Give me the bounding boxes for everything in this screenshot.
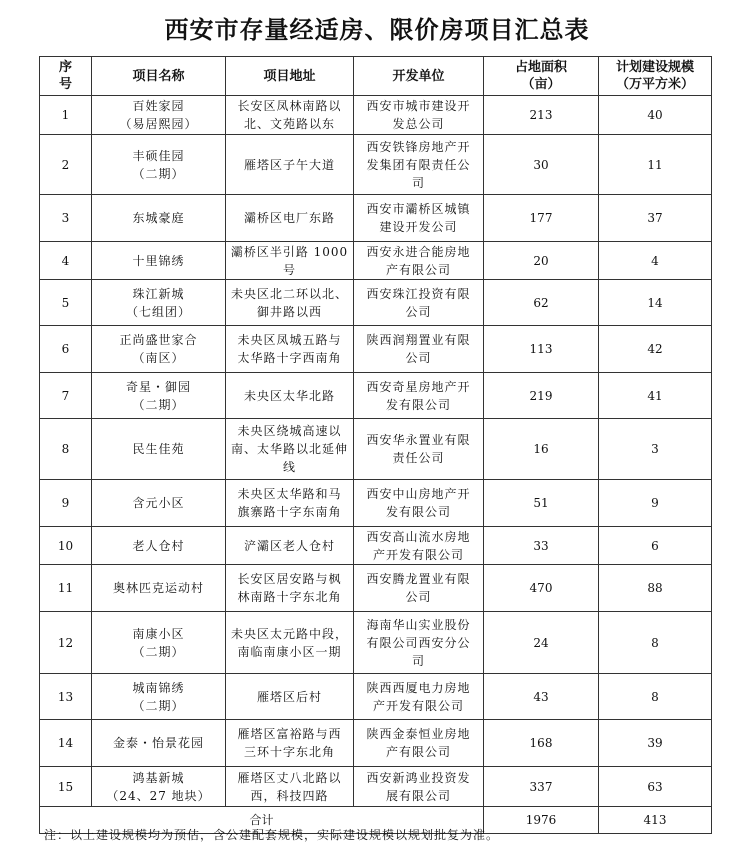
- table-row: [40, 720, 712, 767]
- cell-address: 灞桥区半引路 1000 号: [226, 242, 354, 280]
- header-name: 项目名称: [92, 57, 226, 96]
- cell-no: 3: [40, 195, 92, 242]
- cell-developer: 西安铁锋房地产开 发集团有限责任公 司: [354, 135, 484, 195]
- cell-area: 33: [484, 527, 599, 565]
- cell-developer: 陕西金泰恒业房地 产有限公司: [354, 720, 484, 767]
- cell-name: 民生佳苑: [92, 419, 226, 480]
- cell-name: 奥林匹克运动村: [92, 565, 226, 612]
- cell-developer: 陕西润翔置业有限 公司: [354, 326, 484, 373]
- table-row: [40, 135, 712, 195]
- cell-address: 未央区凤城五路与 太华路十字西南角: [226, 326, 354, 373]
- table-row: [40, 527, 712, 565]
- header-area: 占地面积 （亩）: [484, 57, 599, 96]
- cell-scale: 8: [599, 674, 712, 720]
- cell-scale: 63: [599, 767, 712, 807]
- cell-scale: 4: [599, 242, 712, 280]
- table-row: [40, 373, 712, 419]
- header-address: 项目地址: [226, 57, 354, 96]
- cell-area: 20: [484, 242, 599, 280]
- cell-scale: 39: [599, 720, 712, 767]
- cell-area: 168: [484, 720, 599, 767]
- cell-area: 24: [484, 612, 599, 674]
- table-row: [40, 326, 712, 373]
- cell-scale: 3: [599, 419, 712, 480]
- total-label: 合计: [40, 807, 484, 834]
- cell-scale: 11: [599, 135, 712, 195]
- cell-name: 十里锦绣: [92, 242, 226, 280]
- cell-name: 城南锦绣 （二期）: [92, 674, 226, 720]
- cell-no: 13: [40, 674, 92, 720]
- cell-scale: 8: [599, 612, 712, 674]
- cell-address: 雁塔区子午大道: [226, 135, 354, 195]
- cell-developer: 西安永进合能房地 产有限公司: [354, 242, 484, 280]
- cell-address: 未央区太华北路: [226, 373, 354, 419]
- footnote: 注：以上建设规模均为预估，含公建配套规模，实际建设规模以规划批复为准。: [44, 828, 500, 842]
- cell-scale: 40: [599, 96, 712, 135]
- cell-scale: 37: [599, 195, 712, 242]
- cell-no: 10: [40, 527, 92, 565]
- cell-scale: 41: [599, 373, 712, 419]
- cell-no: 9: [40, 480, 92, 527]
- cell-area: 62: [484, 280, 599, 326]
- cell-no: 14: [40, 720, 92, 767]
- cell-no: 2: [40, 135, 92, 195]
- table-row: [40, 280, 712, 326]
- cell-name: 珠江新城 （七组团）: [92, 280, 226, 326]
- cell-developer: 西安奇星房地产开 发有限公司: [354, 373, 484, 419]
- cell-area: 219: [484, 373, 599, 419]
- header-developer: 开发单位: [354, 57, 484, 96]
- cell-name: 百姓家园 （易居熙园）: [92, 96, 226, 135]
- cell-address: 未央区北二环以北、 御井路以西: [226, 280, 354, 326]
- cell-no: 15: [40, 767, 92, 807]
- cell-address: 未央区绕城高速以 南、太华路以北延伸 线: [226, 419, 354, 480]
- cell-name: 东城豪庭: [92, 195, 226, 242]
- cell-area: 337: [484, 767, 599, 807]
- cell-area: 51: [484, 480, 599, 527]
- table-row: [40, 565, 712, 612]
- cell-no: 11: [40, 565, 92, 612]
- cell-developer: 西安市灞桥区城镇 建设开发公司: [354, 195, 484, 242]
- cell-scale: 42: [599, 326, 712, 373]
- cell-scale: 6: [599, 527, 712, 565]
- table-row: [40, 480, 712, 527]
- cell-no: 5: [40, 280, 92, 326]
- cell-name: 南康小区 （二期）: [92, 612, 226, 674]
- cell-name: 老人仓村: [92, 527, 226, 565]
- project-summary-table: [39, 56, 712, 834]
- cell-address: 雁塔区后村: [226, 674, 354, 720]
- cell-address: 浐灞区老人仓村: [226, 527, 354, 565]
- cell-scale: 14: [599, 280, 712, 326]
- cell-developer: 西安珠江投资有限 公司: [354, 280, 484, 326]
- header-scale: 计划建设规模 （万平方米）: [599, 57, 712, 96]
- page-title: 西安市存量经适房、限价房项目汇总表: [164, 16, 590, 44]
- cell-area: 43: [484, 674, 599, 720]
- cell-area: 470: [484, 565, 599, 612]
- cell-area: 113: [484, 326, 599, 373]
- total-scale: 413: [599, 807, 712, 834]
- cell-scale: 88: [599, 565, 712, 612]
- cell-name: 正尚盛世家合 （南区）: [92, 326, 226, 373]
- cell-scale: 9: [599, 480, 712, 527]
- cell-no: 4: [40, 242, 92, 280]
- cell-address: 长安区居安路与枫 林南路十字东北角: [226, 565, 354, 612]
- total-area: 1976: [484, 807, 599, 834]
- cell-developer: 西安华永置业有限 责任公司: [354, 419, 484, 480]
- header-no: 序 号: [40, 57, 92, 96]
- table-row: [40, 767, 712, 807]
- cell-name: 丰硕佳园 （二期）: [92, 135, 226, 195]
- cell-developer: 西安中山房地产开 发有限公司: [354, 480, 484, 527]
- cell-developer: 西安腾龙置业有限 公司: [354, 565, 484, 612]
- cell-developer: 海南华山实业股份 有限公司西安分公 司: [354, 612, 484, 674]
- cell-area: 16: [484, 419, 599, 480]
- cell-address: 长安区凤林南路以 北、文苑路以东: [226, 96, 354, 135]
- cell-no: 12: [40, 612, 92, 674]
- table-row: [40, 612, 712, 674]
- cell-name: 含元小区: [92, 480, 226, 527]
- cell-developer: 西安高山流水房地 产开发有限公司: [354, 527, 484, 565]
- cell-name: 鸿基新城 （24、27 地块）: [92, 767, 226, 807]
- cell-developer: 陕西西厦电力房地 产开发有限公司: [354, 674, 484, 720]
- cell-no: 6: [40, 326, 92, 373]
- table-row: [40, 419, 712, 480]
- table-row: [40, 242, 712, 280]
- cell-no: 8: [40, 419, 92, 480]
- cell-developer: 西安新鸿业投资发 展有限公司: [354, 767, 484, 807]
- cell-address: 未央区太元路中段， 南临南康小区一期: [226, 612, 354, 674]
- table-header-row: [40, 57, 712, 96]
- cell-name: 金泰・怡景花园: [92, 720, 226, 767]
- cell-area: 213: [484, 96, 599, 135]
- cell-address: 未央区太华路和马 旗寨路十字东南角: [226, 480, 354, 527]
- cell-area: 30: [484, 135, 599, 195]
- cell-address: 灞桥区电厂东路: [226, 195, 354, 242]
- cell-address: 雁塔区丈八北路以 西，科技四路: [226, 767, 354, 807]
- table-row: [40, 195, 712, 242]
- cell-no: 7: [40, 373, 92, 419]
- cell-address: 雁塔区富裕路与西 三环十字东北角: [226, 720, 354, 767]
- table-row: [40, 96, 712, 135]
- cell-developer: 西安市城市建设开 发总公司: [354, 96, 484, 135]
- cell-no: 1: [40, 96, 92, 135]
- cell-name: 奇星・御园 （二期）: [92, 373, 226, 419]
- table-row: [40, 674, 712, 720]
- cell-area: 177: [484, 195, 599, 242]
